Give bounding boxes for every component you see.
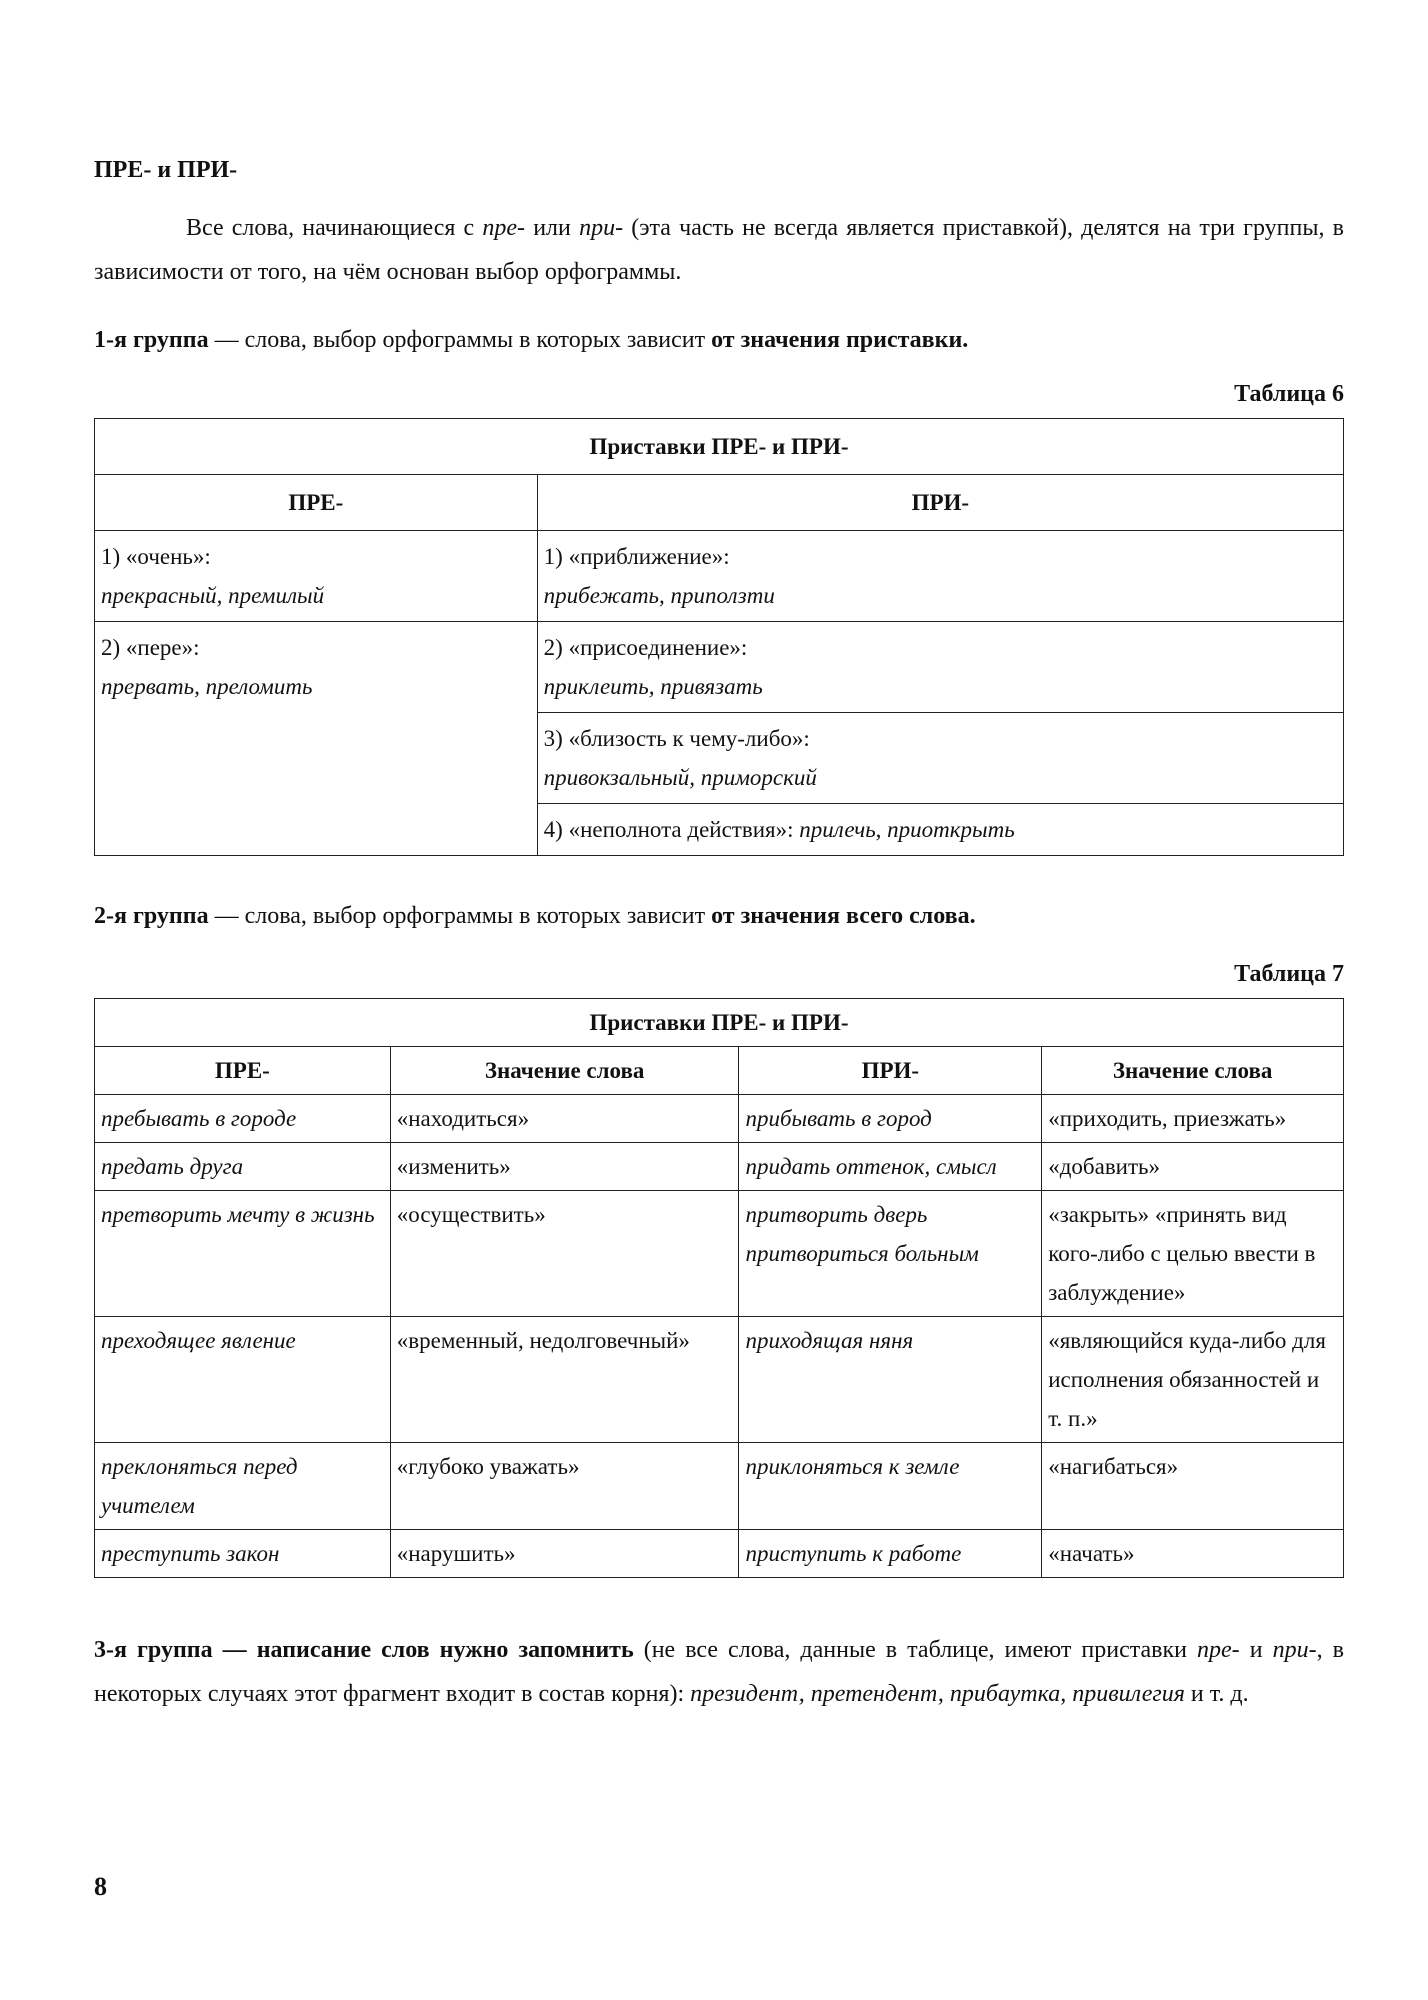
table-row [95, 1095, 1344, 1143]
table-cell: преходящее явление [95, 1317, 391, 1443]
table-cell: приступить к работе [739, 1530, 1042, 1578]
table-cell: «нагибаться» [1042, 1443, 1344, 1530]
table-cell: «нарушить» [390, 1530, 739, 1578]
table-cell: 4) «неполнота действия»: прилечь, приоткрыть [537, 804, 1343, 856]
table-cell: прибывать в город [739, 1095, 1042, 1143]
table-cell: приходящая няня [739, 1317, 1042, 1443]
table-row [95, 1530, 1344, 1578]
section-heading: ПРЕ- и ПРИ- [94, 157, 238, 183]
group1-description: 1-я группа — слова, выбор орфограммы в которых зависит от значения приставки. [94, 327, 969, 353]
table7-caption: Таблица 7 [1234, 961, 1344, 987]
table6-col-pre: ПРЕ- [95, 475, 538, 531]
table-row [95, 1443, 1344, 1530]
page-content [94, 150, 1344, 1740]
table-cell: «глубоко уважать» [390, 1443, 739, 1530]
group2-description: 2-я группа — слова, выбор орфограммы в которых зависит от значения всего слова. [94, 903, 976, 929]
table-cell: претворить мечту в жизнь [95, 1191, 391, 1317]
table-cell: 1) «приближение»: прибежать, приползти [537, 531, 1343, 622]
group3-paragraph: 3-я группа — написание слов нужно запомнить (не все слова, данные в таблице, имеют приставки пре- и при-, в некоторых случаях этот фрагмент входит в состав корня): президент, претендент, прибаутка, привилегия и т. д. [94, 1637, 1344, 1707]
table-cell: 2) «присоединение»: приклеить, привязать [537, 622, 1343, 713]
table-cell: «временный, недолговечный» [390, 1317, 739, 1443]
table-row [95, 1191, 1344, 1317]
table-cell: «приходить, приезжать» [1042, 1095, 1344, 1143]
page-number: 8 [94, 1872, 107, 1901]
table-6 [94, 418, 1344, 856]
table7-header: ПРИ- [739, 1047, 1042, 1095]
table-cell: «являющийся куда-либо для исполнения обязанностей и т. п.» [1042, 1317, 1344, 1443]
table-cell: притворить дверь притвориться больным [739, 1191, 1042, 1317]
table-cell: 3) «близость к чему-либо»: привокзальный, приморский [537, 713, 1343, 804]
intro-paragraph: Все слова, начинающиеся с пре- или при- (эта часть не всегда является приставкой), делятся на три группы, в зависимости от того, на чём основан выбор орфограммы. [94, 215, 1344, 285]
table-7 [94, 998, 1344, 1578]
table-cell: 2) «пере»: прервать, преломить [95, 622, 538, 856]
table-cell: предать друга [95, 1143, 391, 1191]
table-cell: пребывать в городе [95, 1095, 391, 1143]
table-cell: «закрыть» «принять вид кого-либо с целью ввести в заблуждение» [1042, 1191, 1344, 1317]
table-cell: 1) «очень»: прекрасный, премилый [95, 531, 538, 622]
table-row [95, 1143, 1344, 1191]
table-cell: «находиться» [390, 1095, 739, 1143]
table-cell: «осуществить» [390, 1191, 739, 1317]
table7-header: Значение слова [1042, 1047, 1344, 1095]
table-cell: «добавить» [1042, 1143, 1344, 1191]
table-cell: «начать» [1042, 1530, 1344, 1578]
table7-header: ПРЕ- [95, 1047, 391, 1095]
table6-title: Приставки ПРЕ- и ПРИ- [95, 419, 1344, 475]
table6-caption: Таблица 6 [1234, 381, 1344, 407]
table-row [95, 622, 1344, 713]
table-row [95, 531, 1344, 622]
table-cell: придать оттенок, смысл [739, 1143, 1042, 1191]
table-cell: преклоняться перед учителем [95, 1443, 391, 1530]
table-cell: преступить закон [95, 1530, 391, 1578]
table-cell: «изменить» [390, 1143, 739, 1191]
table-cell: приклоняться к земле [739, 1443, 1042, 1530]
table-row [95, 1317, 1344, 1443]
table7-title: Приставки ПРЕ- и ПРИ- [95, 999, 1344, 1047]
table7-header: Значение слова [390, 1047, 739, 1095]
table6-col-pri: ПРИ- [537, 475, 1343, 531]
